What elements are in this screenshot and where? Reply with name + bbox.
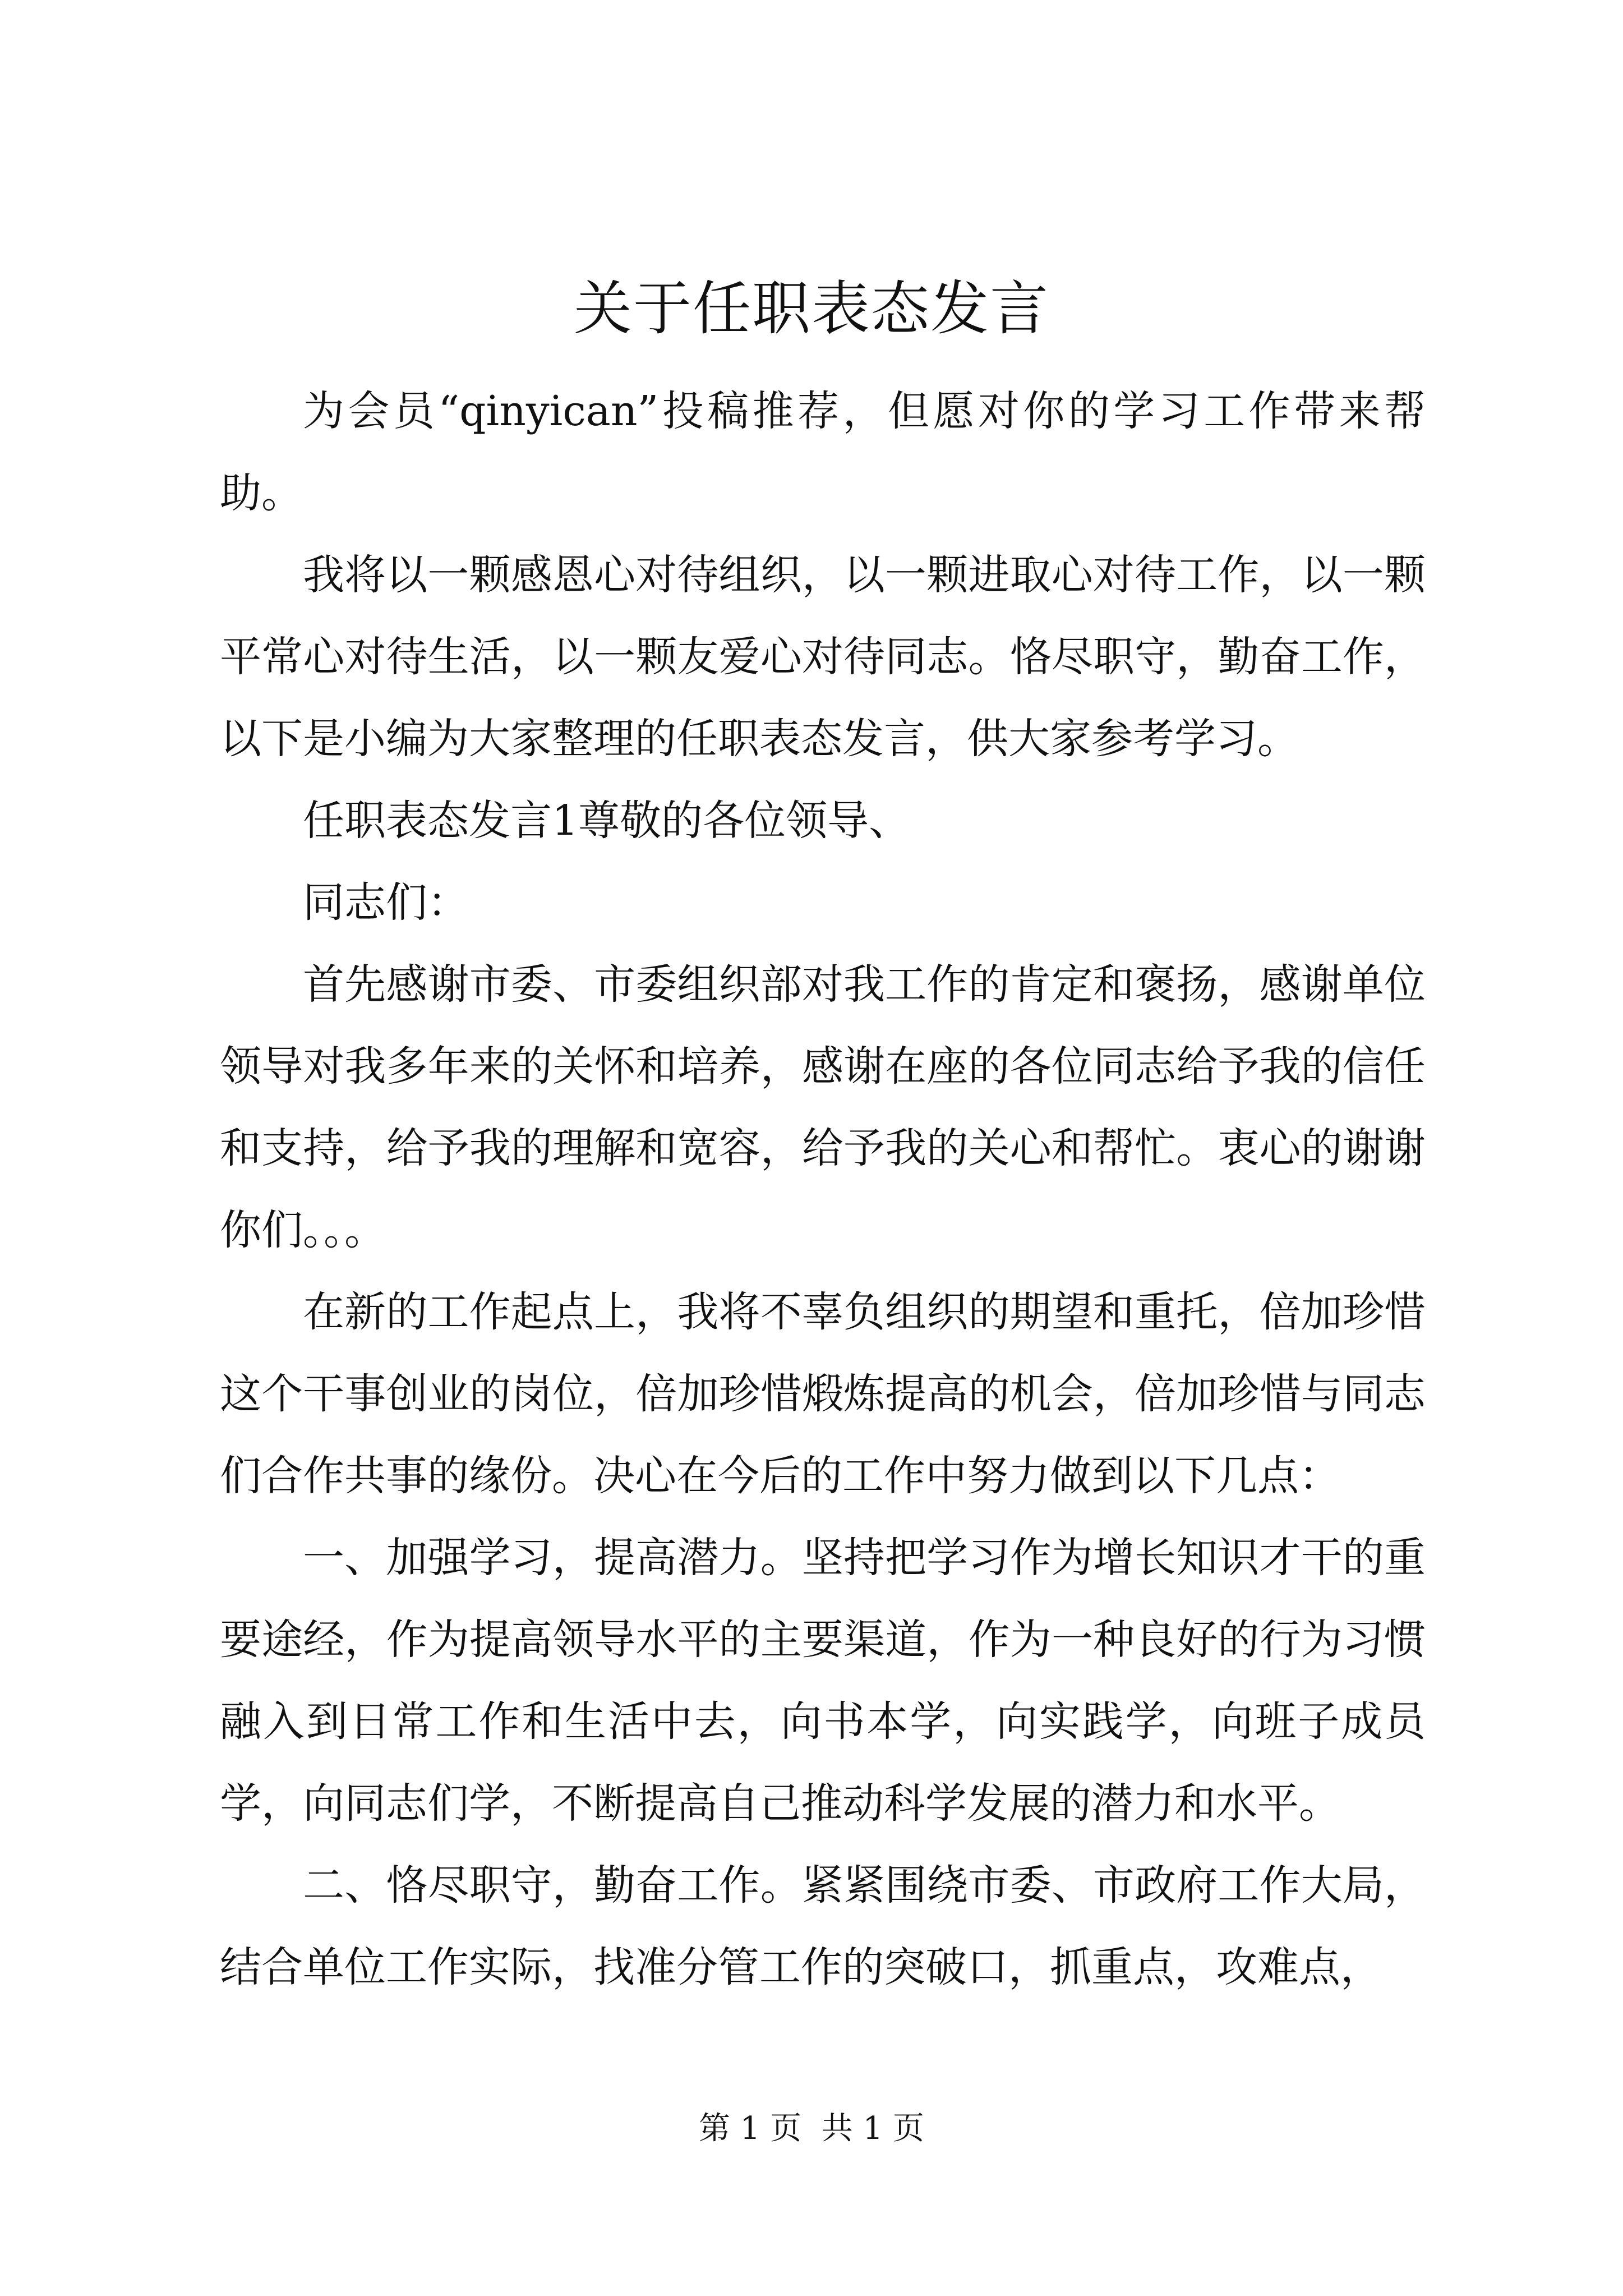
document-title: 关于任职表态发言 (573, 274, 1049, 343)
paragraph: 任职表态发言1尊敬的各位领导、 (303, 797, 911, 845)
page-footer (0, 2106, 1623, 2151)
paragraph: 首先感谢市委、市委组织部对我工作的肯定和褒扬，感谢单位领导对我多年来的关怀和培养，感谢在座的各位同志给予我的信任和支持，给予我的理解和宽容，给予我的关心和帮忙。衷心的谢谢你们。。。 (220, 960, 1426, 1254)
page-number-label: 第 1 页 共 1 页 (698, 2110, 925, 2147)
paragraph: 我将以一颗感恩心对待组织，以一颗进取心对待工作，以一颗平常心对待生活，以一颗友爱心对待同志。恪尽职守，勤奋工作，以下是小编为大家整理的任职表态发言，供大家参考学习。 (220, 551, 1426, 763)
paragraph: 二、恪尽职守，勤奋工作。紧紧围绕市委、市政府工作大局，结合单位工作实际，找准分管工作的突破口，抓重点，攻难点， (220, 1861, 1426, 1991)
document-body (220, 370, 1426, 2008)
paragraph: 为会员“qinyican”投稿推荐，但愿对你的学习工作带来帮助。 (220, 387, 1426, 517)
paragraph: 一、加强学习，提高潜力。坚持把学习作为增长知识才干的重要途经，作为提高领导水平的主要渠道，作为一种良好的行为习惯融入到日常工作和生活中去，向书本学，向实践学，向班子成员学，向同志们学，不断提高自己推动科学发展的潜力和水平。 (220, 1534, 1426, 1828)
paragraph: 在新的工作起点上，我将不辜负组织的期望和重托，倍加珍惜这个干事创业的岗位，倍加珍惜煅炼提高的机会，倍加珍惜与同志们合作共事的缘份。决心在今后的工作中努力做到以下几点： (220, 1288, 1426, 1500)
paragraph: 同志们： (303, 878, 469, 927)
